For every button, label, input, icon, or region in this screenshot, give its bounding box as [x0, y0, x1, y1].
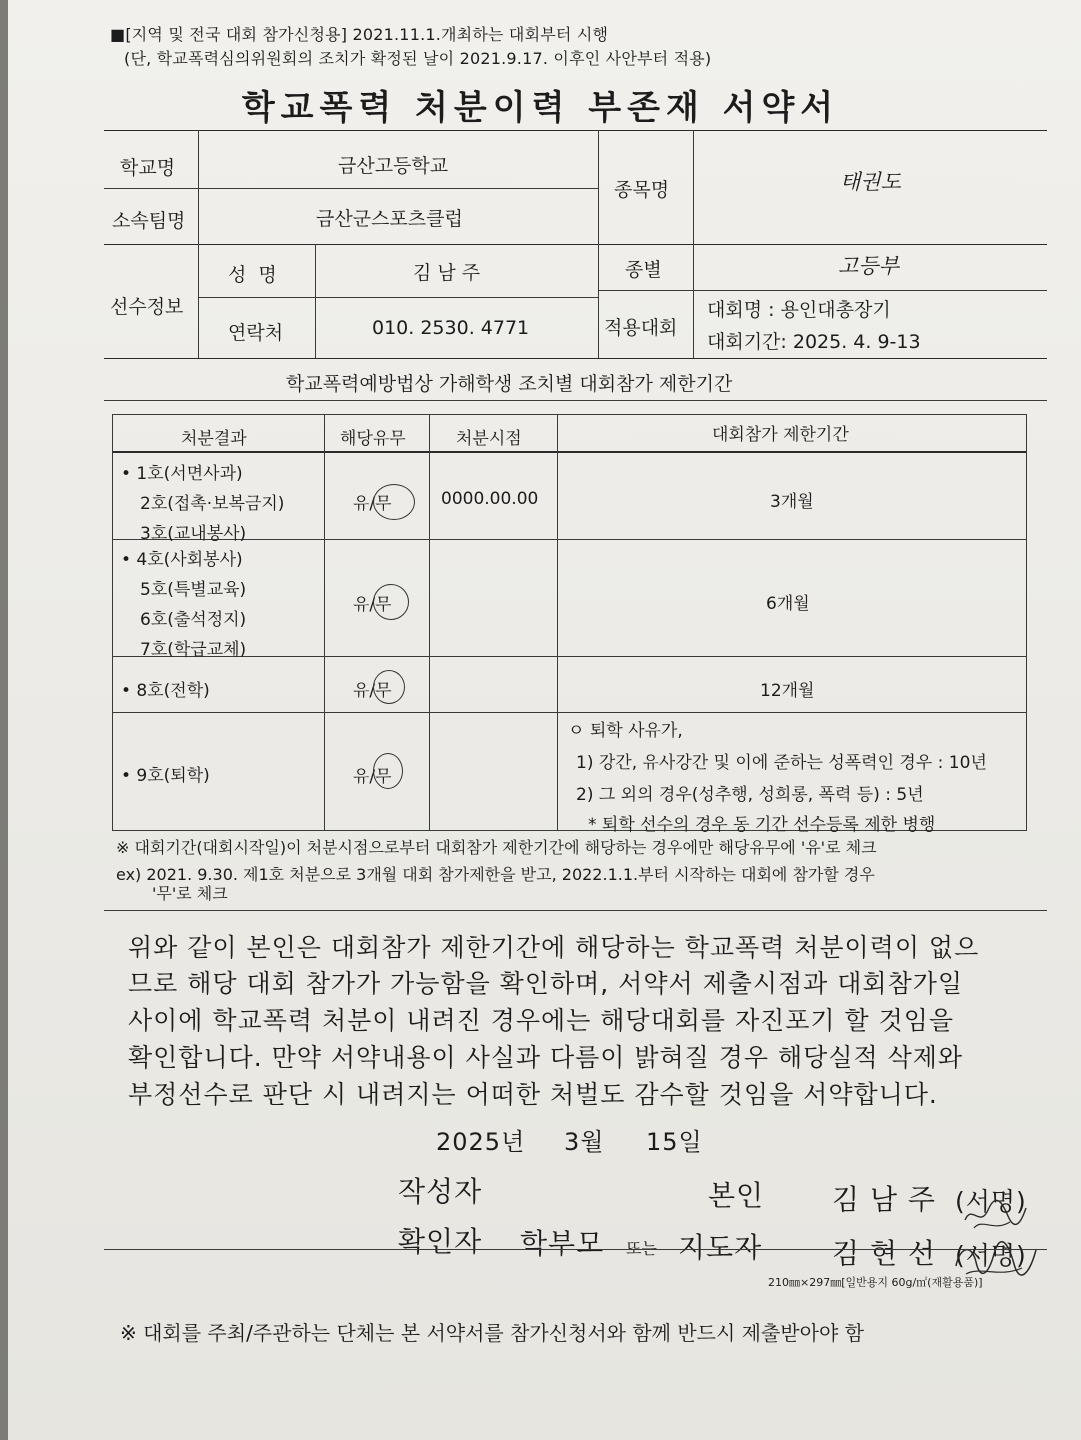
row4-result-1: • 9호(퇴학)	[121, 766, 210, 786]
writer-signature-scribble	[960, 1198, 1030, 1234]
date-month: 3월	[564, 1128, 605, 1156]
restrict-col-left	[112, 414, 113, 830]
footer-note: ※ 대회를 주최/주관하는 단체는 본 서약서를 참가신청서와 함께 반드시 제출받아야 함	[120, 1321, 864, 1345]
restrict-row-divider-3	[112, 712, 1027, 713]
name-value: 김 남 주	[413, 262, 481, 284]
row3-check-mark	[373, 670, 405, 704]
row2-result-1: • 4호(사회봉사)	[121, 550, 243, 570]
table-note-2b: '무'로 체크	[152, 884, 228, 903]
restrict-header-bottom	[112, 451, 1027, 453]
self-label: 본인	[708, 1179, 765, 1212]
section-underline	[104, 400, 1047, 401]
info-col-divider-1	[198, 130, 199, 358]
date-year: 2025년	[436, 1128, 526, 1156]
row2-check-mark	[373, 584, 409, 620]
confirmer-label: 확인자	[398, 1225, 483, 1258]
player-row-divider	[198, 297, 598, 298]
info-table-top-border	[104, 130, 1047, 131]
writer-label: 작성자	[398, 1175, 483, 1208]
pledge-line-5: 부정선수로 판단 시 내려지는 어떠한 처벌도 감수할 것임을 서약합니다.	[128, 1080, 938, 1109]
row4-period-line-2: 1) 강간, 유사강간 및 이에 준하는 성폭력인 경우 : 10년	[576, 753, 987, 773]
division-row-divider	[598, 290, 1047, 291]
row2-result-3: 6호(출석정지)	[140, 610, 247, 630]
contact-label: 연락처	[228, 322, 284, 344]
contact-value: 010. 2530. 4771	[372, 317, 530, 339]
team-label: 소속팀명	[112, 210, 186, 232]
writer-name: 김 남 주	[832, 1183, 936, 1216]
coach-name: 김 현 선	[832, 1237, 936, 1270]
row1-check-mark	[373, 484, 415, 520]
row3-applicable: 유/무	[353, 681, 392, 701]
coach-sign-label: (서명)	[955, 1241, 1027, 1270]
info-table-mid-border	[104, 244, 1047, 245]
restrict-col-1	[324, 414, 325, 830]
row2-period: 6개월	[766, 594, 810, 614]
paper-spec: 210㎜×297㎜[일반용지 60g/㎡(재활용품)]	[768, 1276, 983, 1289]
division-value: 고등부	[838, 254, 899, 278]
row4-period-line-1: ㅇ 퇴학 사유가,	[568, 721, 683, 741]
row1-result-2: 2호(접촉·보복금지)	[140, 494, 285, 514]
or-label: 또는	[626, 1239, 657, 1258]
restrict-col-3	[557, 414, 558, 830]
pledge-line-2: 므로 해당 대회 참가가 가능함을 확인하며, 서약서 제출시점과 대회참가일	[128, 969, 964, 998]
info-table-bottom-border	[104, 358, 1047, 359]
info-col-divider-3	[598, 130, 599, 358]
info-row-divider	[104, 188, 598, 189]
parent-label: 학부모	[520, 1227, 605, 1260]
player-info-label: 선수정보	[110, 296, 184, 318]
row4-period-line-3: 2) 그 외의 경우(성추행, 성희롱, 폭력 등) : 5년	[576, 785, 924, 805]
row3-period: 12개월	[760, 681, 815, 701]
restrict-col-2	[429, 414, 430, 830]
signature-divider	[104, 1249, 1047, 1250]
pledge-line-3: 사이에 학교폭력 처분이 내려진 경우에는 해당대회를 자진포기 할 것임을	[128, 1006, 955, 1035]
sport-label: 종목명	[614, 179, 670, 201]
name-label: 성 명	[228, 264, 277, 286]
row1-applicable: 유/무	[353, 494, 392, 514]
sport-value: 태권도	[840, 170, 901, 194]
division-label: 종별	[625, 259, 662, 281]
row2-result-4: 7호(학급교체)	[140, 640, 247, 660]
row4-period-line-4: * 퇴학 선수의 경우 동 기간 선수등록 제한 병행	[588, 815, 936, 835]
header-notice-line1: ■[지역 및 전국 대회 참가신청용] 2021.11.1.개최하는 대회부터 시행	[110, 25, 609, 44]
notes-divider	[104, 910, 1047, 911]
row4-applicable: 유/무	[353, 767, 392, 787]
row3-result-1: • 8호(전학)	[121, 681, 210, 701]
row2-applicable: 유/무	[353, 595, 392, 615]
info-col-divider-4	[693, 130, 694, 358]
header-result: 처분결과	[181, 429, 247, 449]
row1-result-1: • 1호(서면사과)	[121, 464, 243, 484]
restrict-row-divider-2	[112, 656, 1027, 657]
school-value: 금산고등학교	[338, 155, 449, 177]
table-note-1: ※ 대회기간(대회시작일)이 처분시점으로부터 대회참가 제한기간에 해당하는 경우에만 해당유무에 '유'로 체크	[116, 838, 877, 857]
school-label: 학교명	[120, 157, 176, 179]
restrict-col-right	[1026, 414, 1027, 830]
row1-result-3: 3호(교내봉사)	[140, 524, 247, 544]
row2-result-2: 5호(특별교육)	[140, 580, 247, 600]
date-day: 15일	[646, 1128, 703, 1156]
header-applicable: 해당유무	[340, 429, 406, 449]
applied-event-label: 적용대회	[604, 317, 678, 339]
pledge-line-1: 위와 같이 본인은 대회참가 제한기간에 해당하는 학교폭력 처분이력이 없으	[128, 933, 980, 962]
row1-date: 0000.00.00	[441, 489, 539, 509]
pledge-line-4: 확인합니다. 만약 서약내용이 사실과 다름이 밝혀질 경우 해당실적 삭제와	[128, 1043, 964, 1072]
table-note-2a: ex) 2021. 9.30. 제1호 처분으로 3개월 대회 참가제한을 받고, 2022.1.1.부터 시작하는 대회에 참가할 경우	[116, 865, 875, 884]
row4-check-mark	[373, 753, 403, 789]
info-col-divider-2	[315, 244, 316, 358]
restrict-row-divider-1	[112, 539, 1027, 540]
restrict-table-top	[112, 414, 1027, 415]
row1-period: 3개월	[770, 492, 814, 512]
document-title: 학교폭력 처분이력 부존재 서약서	[241, 88, 840, 128]
event-name: 대회명 : 용인대총장기	[707, 299, 891, 321]
event-period: 대회기간: 2025. 4. 9-13	[707, 331, 921, 353]
header-date: 처분시점	[456, 429, 522, 449]
header-period: 대회참가 제한기간	[712, 425, 849, 445]
team-value: 금산군스포츠클럽	[316, 208, 463, 230]
writer-sign-label: (서명)	[955, 1187, 1027, 1216]
section-title: 학교폭력예방법상 가해학생 조치별 대회참가 제한기간	[286, 373, 733, 395]
coach-label: 지도자	[678, 1231, 763, 1264]
header-notice-line2: (단, 학교폭력심의위원회의 조치가 확정된 날이 2021.9.17. 이후인 사안부터 적용)	[124, 49, 712, 68]
